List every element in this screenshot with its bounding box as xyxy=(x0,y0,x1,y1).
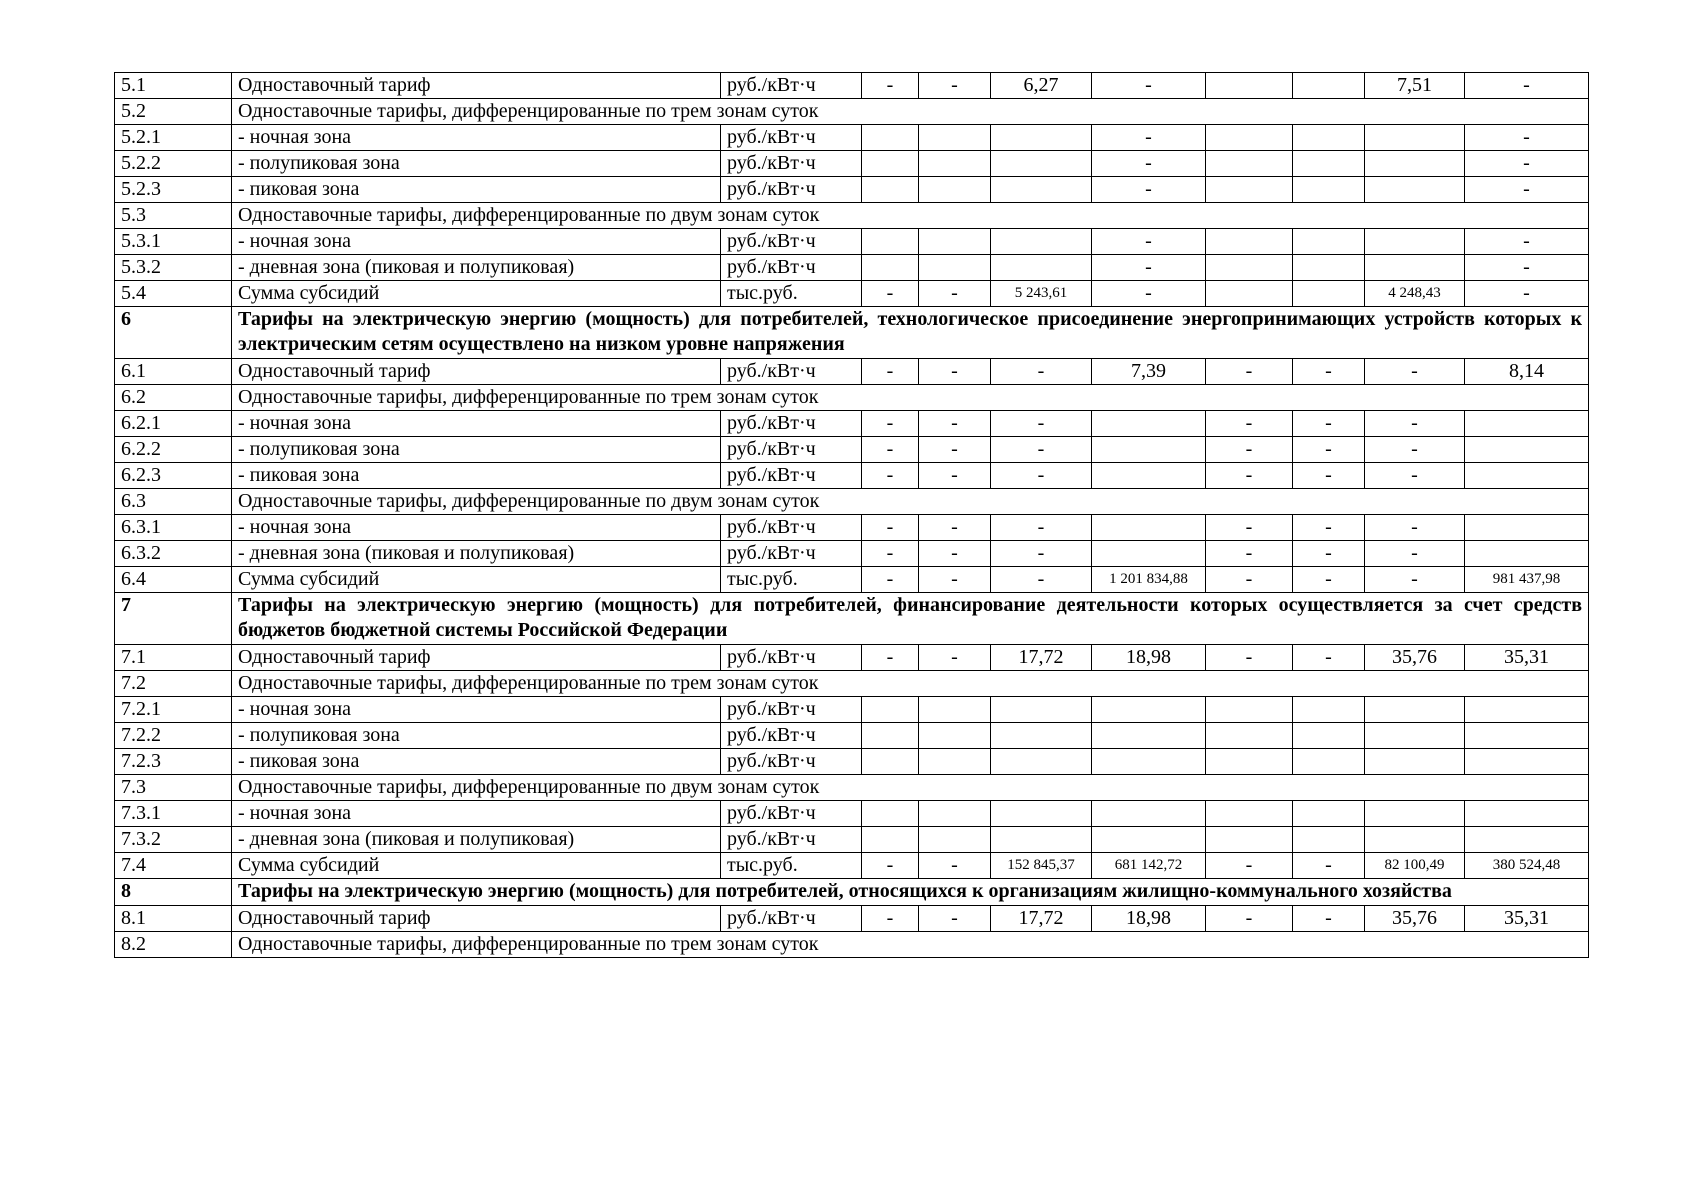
table-row xyxy=(115,489,1589,515)
value-cell: 6,27 xyxy=(991,73,1092,99)
value-cell xyxy=(862,697,919,723)
value-cell: - xyxy=(1465,229,1589,255)
row-number: 8.1 xyxy=(115,906,232,932)
value-cell: 17,72 xyxy=(991,645,1092,671)
value-cell xyxy=(1365,229,1465,255)
row-name: - ночная зона xyxy=(232,411,721,437)
value-cell: - xyxy=(1365,515,1465,541)
row-number: 5.3 xyxy=(115,203,232,229)
value-cell xyxy=(1206,281,1293,307)
row-name: Одноставочные тарифы, дифференцированные по трем зонам суток xyxy=(232,385,1589,411)
value-cell: - xyxy=(1293,567,1365,593)
value-cell: 152 845,37 xyxy=(991,853,1092,879)
value-cell: - xyxy=(1206,437,1293,463)
row-number: 5.2.3 xyxy=(115,177,232,203)
value-cell: - xyxy=(919,411,991,437)
unit-cell: руб./кВт·ч xyxy=(721,151,862,177)
value-cell: - xyxy=(991,437,1092,463)
table-row xyxy=(115,411,1589,437)
value-cell xyxy=(1206,73,1293,99)
value-cell xyxy=(991,723,1092,749)
value-cell xyxy=(1465,827,1589,853)
value-cell xyxy=(919,151,991,177)
value-cell: - xyxy=(1206,567,1293,593)
row-name: - полупиковая зона xyxy=(232,437,721,463)
value-cell: 981 437,98 xyxy=(1465,567,1589,593)
row-name: - дневная зона (пиковая и полупиковая) xyxy=(232,827,721,853)
value-cell: - xyxy=(862,463,919,489)
value-cell: 35,76 xyxy=(1365,645,1465,671)
value-cell: - xyxy=(862,853,919,879)
value-cell xyxy=(991,177,1092,203)
value-cell: 7,39 xyxy=(1092,359,1206,385)
tariff-document xyxy=(114,72,1588,958)
row-name: - ночная зона xyxy=(232,697,721,723)
value-cell: - xyxy=(862,567,919,593)
value-cell: - xyxy=(1092,229,1206,255)
value-cell: - xyxy=(1293,437,1365,463)
row-name: Одноставочные тарифы, дифференцированные по трем зонам суток xyxy=(232,932,1589,958)
value-cell xyxy=(1206,723,1293,749)
value-cell: - xyxy=(862,73,919,99)
value-cell: - xyxy=(919,281,991,307)
unit-cell: руб./кВт·ч xyxy=(721,73,862,99)
value-cell xyxy=(1206,177,1293,203)
value-cell: 7,51 xyxy=(1365,73,1465,99)
value-cell xyxy=(1293,749,1365,775)
tariff-table-body xyxy=(115,73,1589,958)
value-cell: - xyxy=(991,463,1092,489)
unit-cell: руб./кВт·ч xyxy=(721,749,862,775)
value-cell xyxy=(862,749,919,775)
value-cell xyxy=(991,827,1092,853)
row-number: 5.2.2 xyxy=(115,151,232,177)
row-name: Сумма субсидий xyxy=(232,281,721,307)
row-name: Одноставочные тарифы, дифференцированные по трем зонам суток xyxy=(232,671,1589,697)
value-cell xyxy=(919,801,991,827)
row-number: 6.2.1 xyxy=(115,411,232,437)
value-cell: 1 201 834,88 xyxy=(1092,567,1206,593)
value-cell: - xyxy=(1465,73,1589,99)
table-row xyxy=(115,593,1589,645)
unit-cell: руб./кВт·ч xyxy=(721,645,862,671)
value-cell xyxy=(919,229,991,255)
value-cell xyxy=(1092,697,1206,723)
value-cell xyxy=(1465,697,1589,723)
value-cell xyxy=(1092,411,1206,437)
table-row xyxy=(115,906,1589,932)
value-cell: - xyxy=(1293,463,1365,489)
row-number: 5.2.1 xyxy=(115,125,232,151)
unit-cell: руб./кВт·ч xyxy=(721,827,862,853)
value-cell xyxy=(1293,281,1365,307)
value-cell: - xyxy=(1092,255,1206,281)
value-cell xyxy=(1465,463,1589,489)
row-number: 6 xyxy=(115,307,232,359)
value-cell: - xyxy=(919,541,991,567)
table-row xyxy=(115,125,1589,151)
value-cell: 35,31 xyxy=(1465,906,1589,932)
value-cell xyxy=(919,749,991,775)
value-cell xyxy=(1365,177,1465,203)
unit-cell: руб./кВт·ч xyxy=(721,515,862,541)
row-name: - пиковая зона xyxy=(232,749,721,775)
row-number: 7 xyxy=(115,593,232,645)
value-cell xyxy=(1092,723,1206,749)
value-cell xyxy=(1092,541,1206,567)
value-cell: 4 248,43 xyxy=(1365,281,1465,307)
value-cell: - xyxy=(1365,463,1465,489)
table-row xyxy=(115,73,1589,99)
table-row xyxy=(115,697,1589,723)
value-cell xyxy=(1465,437,1589,463)
value-cell: 380 524,48 xyxy=(1465,853,1589,879)
value-cell: - xyxy=(862,515,919,541)
value-cell: - xyxy=(862,281,919,307)
value-cell: - xyxy=(1293,359,1365,385)
value-cell: - xyxy=(1365,437,1465,463)
value-cell: 82 100,49 xyxy=(1365,853,1465,879)
value-cell xyxy=(1293,723,1365,749)
value-cell xyxy=(919,177,991,203)
value-cell xyxy=(1092,515,1206,541)
unit-cell: руб./кВт·ч xyxy=(721,437,862,463)
value-cell: - xyxy=(1092,151,1206,177)
value-cell: - xyxy=(1206,541,1293,567)
value-cell: - xyxy=(919,463,991,489)
value-cell xyxy=(919,723,991,749)
value-cell: 18,98 xyxy=(1092,906,1206,932)
table-row xyxy=(115,151,1589,177)
row-number: 8.2 xyxy=(115,932,232,958)
row-number: 7.3 xyxy=(115,775,232,801)
value-cell: - xyxy=(919,515,991,541)
value-cell xyxy=(1465,541,1589,567)
value-cell xyxy=(919,827,991,853)
value-cell xyxy=(991,229,1092,255)
value-cell xyxy=(862,125,919,151)
value-cell xyxy=(1293,125,1365,151)
value-cell: 18,98 xyxy=(1092,645,1206,671)
table-row xyxy=(115,359,1589,385)
table-row xyxy=(115,229,1589,255)
unit-cell: руб./кВт·ч xyxy=(721,177,862,203)
value-cell xyxy=(1465,411,1589,437)
value-cell xyxy=(991,151,1092,177)
value-cell xyxy=(1293,801,1365,827)
value-cell xyxy=(1365,827,1465,853)
table-row xyxy=(115,879,1589,906)
row-number: 6.3 xyxy=(115,489,232,515)
value-cell: - xyxy=(991,515,1092,541)
value-cell xyxy=(1293,827,1365,853)
value-cell: - xyxy=(919,73,991,99)
value-cell xyxy=(862,827,919,853)
value-cell xyxy=(1293,151,1365,177)
value-cell: - xyxy=(1465,281,1589,307)
value-cell xyxy=(1365,723,1465,749)
table-row xyxy=(115,515,1589,541)
row-number: 6.3.2 xyxy=(115,541,232,567)
value-cell xyxy=(1293,697,1365,723)
unit-cell: тыс.руб. xyxy=(721,281,862,307)
value-cell xyxy=(1465,801,1589,827)
value-cell: - xyxy=(862,645,919,671)
value-cell: 5 243,61 xyxy=(991,281,1092,307)
row-name: Одноставочные тарифы, дифференцированные по двум зонам суток xyxy=(232,203,1589,229)
value-cell: - xyxy=(1465,125,1589,151)
table-row xyxy=(115,541,1589,567)
value-cell xyxy=(991,801,1092,827)
table-row xyxy=(115,932,1589,958)
table-row xyxy=(115,853,1589,879)
row-number: 7.4 xyxy=(115,853,232,879)
row-name: - полупиковая зона xyxy=(232,151,721,177)
value-cell: - xyxy=(1206,515,1293,541)
section-title: Тарифы на электрическую энергию (мощность) для потребителей, финансирование деятельности которых осуществляется за счет средств бюджетов бюджетной системы Российской Федерации xyxy=(232,593,1589,645)
value-cell xyxy=(1293,229,1365,255)
row-number: 7.3.2 xyxy=(115,827,232,853)
value-cell: - xyxy=(1293,411,1365,437)
value-cell: - xyxy=(1092,177,1206,203)
value-cell: - xyxy=(1206,906,1293,932)
unit-cell: руб./кВт·ч xyxy=(721,255,862,281)
row-number: 8 xyxy=(115,879,232,906)
row-number: 6.2 xyxy=(115,385,232,411)
row-number: 7.1 xyxy=(115,645,232,671)
row-name: - ночная зона xyxy=(232,515,721,541)
table-row xyxy=(115,801,1589,827)
row-name: - пиковая зона xyxy=(232,463,721,489)
value-cell xyxy=(1365,801,1465,827)
table-row xyxy=(115,307,1589,359)
value-cell: - xyxy=(1293,515,1365,541)
unit-cell: руб./кВт·ч xyxy=(721,463,862,489)
tariff-table xyxy=(114,72,1589,958)
row-name: - дневная зона (пиковая и полупиковая) xyxy=(232,255,721,281)
table-row xyxy=(115,645,1589,671)
value-cell xyxy=(1206,229,1293,255)
value-cell xyxy=(991,697,1092,723)
value-cell: - xyxy=(1092,281,1206,307)
value-cell: - xyxy=(1206,645,1293,671)
table-row xyxy=(115,203,1589,229)
row-number: 5.1 xyxy=(115,73,232,99)
value-cell: - xyxy=(991,567,1092,593)
value-cell xyxy=(1293,255,1365,281)
row-number: 5.4 xyxy=(115,281,232,307)
table-row xyxy=(115,99,1589,125)
value-cell: - xyxy=(919,359,991,385)
table-row xyxy=(115,177,1589,203)
row-name: Одноставочный тариф xyxy=(232,73,721,99)
value-cell: - xyxy=(919,645,991,671)
row-name: Сумма субсидий xyxy=(232,853,721,879)
value-cell xyxy=(1206,749,1293,775)
unit-cell: руб./кВт·ч xyxy=(721,229,862,255)
value-cell: - xyxy=(991,359,1092,385)
value-cell xyxy=(1465,723,1589,749)
value-cell: - xyxy=(862,359,919,385)
value-cell xyxy=(1365,125,1465,151)
value-cell: - xyxy=(862,541,919,567)
row-name: Одноставочные тарифы, дифференцированные по двум зонам суток xyxy=(232,489,1589,515)
row-number: 5.2 xyxy=(115,99,232,125)
value-cell xyxy=(862,151,919,177)
value-cell xyxy=(862,723,919,749)
value-cell: - xyxy=(1365,359,1465,385)
value-cell: - xyxy=(1465,255,1589,281)
value-cell xyxy=(1365,697,1465,723)
row-name: Одноставочный тариф xyxy=(232,645,721,671)
value-cell: - xyxy=(1465,177,1589,203)
row-number: 7.3.1 xyxy=(115,801,232,827)
value-cell xyxy=(1365,749,1465,775)
row-name: - полупиковая зона xyxy=(232,723,721,749)
value-cell xyxy=(1365,151,1465,177)
table-row xyxy=(115,775,1589,801)
unit-cell: руб./кВт·ч xyxy=(721,801,862,827)
row-number: 6.2.2 xyxy=(115,437,232,463)
value-cell: - xyxy=(1465,151,1589,177)
value-cell xyxy=(991,749,1092,775)
value-cell xyxy=(1206,125,1293,151)
value-cell: - xyxy=(1206,853,1293,879)
value-cell: - xyxy=(1293,906,1365,932)
row-number: 6.3.1 xyxy=(115,515,232,541)
unit-cell: руб./кВт·ч xyxy=(721,723,862,749)
row-number: 5.3.1 xyxy=(115,229,232,255)
value-cell: - xyxy=(1092,73,1206,99)
table-row xyxy=(115,827,1589,853)
row-name: Одноставочный тариф xyxy=(232,359,721,385)
unit-cell: тыс.руб. xyxy=(721,853,862,879)
value-cell: - xyxy=(991,411,1092,437)
value-cell xyxy=(1206,255,1293,281)
row-number: 7.2.1 xyxy=(115,697,232,723)
unit-cell: руб./кВт·ч xyxy=(721,541,862,567)
table-row xyxy=(115,749,1589,775)
row-name: Сумма субсидий xyxy=(232,567,721,593)
row-name: - дневная зона (пиковая и полупиковая) xyxy=(232,541,721,567)
row-number: 7.2.2 xyxy=(115,723,232,749)
row-name: Одноставочный тариф xyxy=(232,906,721,932)
value-cell xyxy=(1092,437,1206,463)
value-cell xyxy=(862,177,919,203)
value-cell xyxy=(1092,827,1206,853)
value-cell: - xyxy=(1206,359,1293,385)
table-row xyxy=(115,723,1589,749)
value-cell xyxy=(862,801,919,827)
row-name: - ночная зона xyxy=(232,229,721,255)
value-cell xyxy=(919,125,991,151)
value-cell: 35,76 xyxy=(1365,906,1465,932)
value-cell xyxy=(1293,177,1365,203)
value-cell xyxy=(1206,151,1293,177)
table-row xyxy=(115,281,1589,307)
value-cell: - xyxy=(862,437,919,463)
row-number: 7.2.3 xyxy=(115,749,232,775)
row-number: 6.1 xyxy=(115,359,232,385)
value-cell: - xyxy=(1293,541,1365,567)
row-name: - ночная зона xyxy=(232,801,721,827)
row-name: - пиковая зона xyxy=(232,177,721,203)
value-cell: - xyxy=(1365,567,1465,593)
value-cell: - xyxy=(1293,645,1365,671)
row-number: 6.4 xyxy=(115,567,232,593)
value-cell xyxy=(1092,801,1206,827)
value-cell xyxy=(991,125,1092,151)
value-cell xyxy=(1206,697,1293,723)
value-cell xyxy=(919,697,991,723)
value-cell: 17,72 xyxy=(991,906,1092,932)
table-row xyxy=(115,255,1589,281)
value-cell: - xyxy=(919,567,991,593)
value-cell: - xyxy=(1365,411,1465,437)
unit-cell: руб./кВт·ч xyxy=(721,359,862,385)
value-cell: - xyxy=(991,541,1092,567)
value-cell xyxy=(919,255,991,281)
row-name: - ночная зона xyxy=(232,125,721,151)
section-title: Тарифы на электрическую энергию (мощность) для потребителей, технологическое присоединение энергопринимающих устройств которых к электрическим сетям осуществлено на низком уровне напряжения xyxy=(232,307,1589,359)
value-cell xyxy=(991,255,1092,281)
value-cell: - xyxy=(1293,853,1365,879)
table-row xyxy=(115,567,1589,593)
value-cell: - xyxy=(919,853,991,879)
value-cell xyxy=(862,229,919,255)
value-cell: - xyxy=(919,437,991,463)
value-cell xyxy=(1465,515,1589,541)
value-cell xyxy=(1365,255,1465,281)
value-cell: - xyxy=(919,906,991,932)
value-cell xyxy=(1293,73,1365,99)
unit-cell: руб./кВт·ч xyxy=(721,125,862,151)
table-row xyxy=(115,437,1589,463)
value-cell xyxy=(862,255,919,281)
value-cell: - xyxy=(862,411,919,437)
table-row xyxy=(115,463,1589,489)
value-cell: - xyxy=(1092,125,1206,151)
section-title: Тарифы на электрическую энергию (мощность) для потребителей, относящихся к организациям жилищно-коммунального хозяйства xyxy=(232,879,1589,906)
value-cell xyxy=(1206,827,1293,853)
value-cell: 8,14 xyxy=(1465,359,1589,385)
value-cell xyxy=(1206,801,1293,827)
unit-cell: тыс.руб. xyxy=(721,567,862,593)
row-name: Одноставочные тарифы, дифференцированные по трем зонам суток xyxy=(232,99,1589,125)
unit-cell: руб./кВт·ч xyxy=(721,906,862,932)
value-cell: - xyxy=(1206,411,1293,437)
row-number: 5.3.2 xyxy=(115,255,232,281)
row-number: 7.2 xyxy=(115,671,232,697)
value-cell xyxy=(1465,749,1589,775)
value-cell xyxy=(1092,463,1206,489)
value-cell: 35,31 xyxy=(1465,645,1589,671)
value-cell: - xyxy=(862,906,919,932)
value-cell xyxy=(1092,749,1206,775)
value-cell: - xyxy=(1365,541,1465,567)
unit-cell: руб./кВт·ч xyxy=(721,697,862,723)
row-name: Одноставочные тарифы, дифференцированные по двум зонам суток xyxy=(232,775,1589,801)
row-number: 6.2.3 xyxy=(115,463,232,489)
unit-cell: руб./кВт·ч xyxy=(721,411,862,437)
value-cell: - xyxy=(1206,463,1293,489)
table-row xyxy=(115,385,1589,411)
value-cell: 681 142,72 xyxy=(1092,853,1206,879)
table-row xyxy=(115,671,1589,697)
